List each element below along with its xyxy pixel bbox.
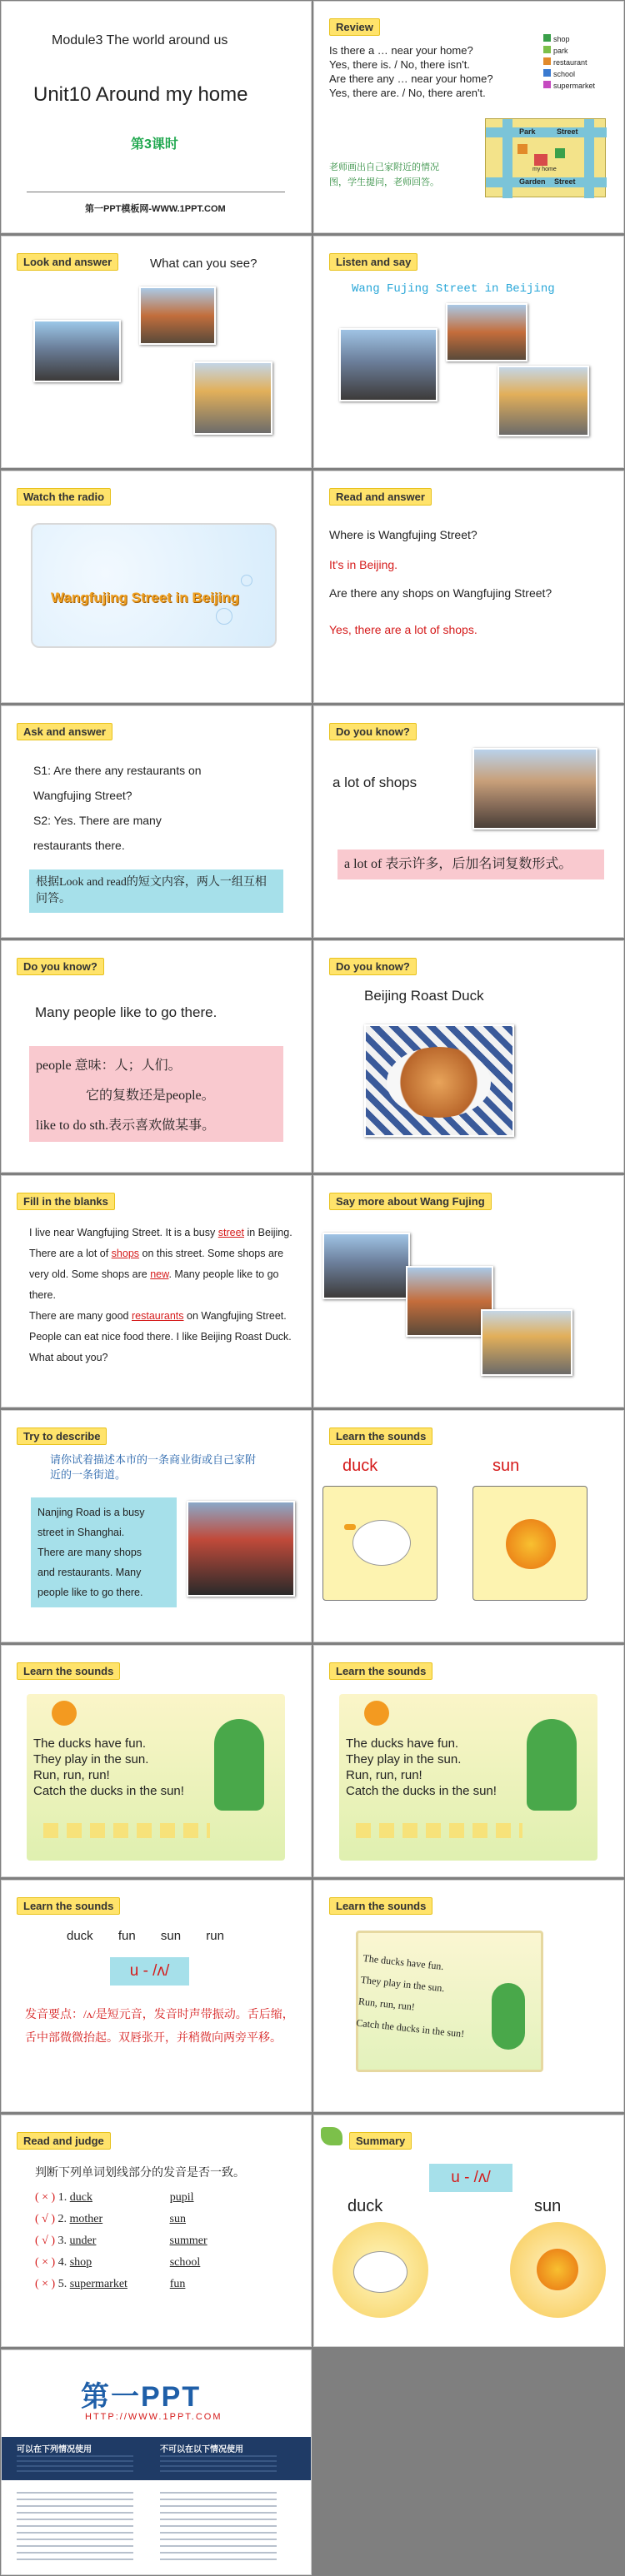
word: sun [160,1929,182,1943]
word: fun [118,1929,136,1943]
legend-item: park [543,45,595,57]
pronunciation-note: 发音要点：/ʌ/是短元音，发音时声带振动。舌后缩，舌中部微微抬起。双唇张开，并稍微向两旁平移。 [25,2009,294,2045]
word-sun: sun [534,2197,562,2215]
blank-answer: street [218,1227,244,1238]
brand-logo: 第一PPT [81,2381,202,2413]
shopping-street-photo [472,748,598,830]
do-you-know-tag: Do you know? [329,723,417,740]
duck-beak [344,1524,356,1530]
word-duck: duck [348,2197,383,2215]
try-describe-tag: Try to describe [17,1428,107,1445]
supermarket-icon [543,81,551,88]
question: What can you see? [150,257,258,271]
map-label: my home [532,167,557,172]
slide-look-answer[interactable] [1,236,312,468]
blank-answer: restaurants [132,1310,184,1322]
legend-item: shop [543,33,595,45]
blank-answer: new [150,1268,169,1280]
map-legend [543,33,595,92]
legend-item: restaurant [543,57,595,68]
word-sun: sun [492,1457,520,1475]
review-line: Yes, there is. / No, there isn't. [329,58,470,71]
chant-line: Catch the ducks in the sun! [346,1784,497,1798]
boy-figure [527,1719,577,1811]
link-list [17,2492,133,2563]
ducklings [356,1823,522,1838]
home-icon [534,154,548,166]
blank-answer: shops [111,1248,140,1259]
allowed-heading: 可以在下列情况使用 [17,2445,92,2454]
duck-illustration [322,1486,438,1601]
dialogue-line: S1: Are there any restaurants on [33,764,202,777]
description-line: There are many shops [38,1547,142,1558]
duck-plate [387,1047,491,1118]
shop-icon [543,34,551,42]
judge-item: ( √ ) 2. mother sun [35,2213,186,2225]
phrase: a lot of shops [332,775,418,790]
listen-say-tag: Listen and say [329,253,418,271]
legend-item: school [543,68,595,80]
bubble-decor [216,608,232,625]
book-icon [321,2127,342,2145]
map-road-left [502,119,512,198]
dish-title: Beijing Roast Duck [364,988,484,1004]
shop-icon [555,148,565,158]
chant-text [355,1947,472,2045]
slide-ask-answer[interactable] [1,705,312,938]
roast-duck-photo [364,1024,514,1137]
word-duck: duck [342,1457,378,1475]
slide-do-you-know-shops[interactable] [313,705,624,938]
judge-item: ( × ) 1. duck pupil [35,2191,194,2204]
fine-print [160,2455,277,2474]
slide-title[interactable] [1,1,312,233]
fine-print [17,2455,133,2474]
chant-line: Catch the ducks in the sun! [355,2016,465,2040]
ask-answer-tag: Ask and answer [17,723,112,740]
do-you-know-tag: Do you know? [329,958,417,975]
do-you-know-tag: Do you know? [17,958,104,975]
note-line: like to do sth.表示喜欢做某事。 [36,1119,216,1133]
word: duck [67,1929,93,1943]
chant-line: Run, run, run! [358,1995,416,2013]
say-more-tag: Say more about Wang Fujing [329,1193,492,1210]
boy-figure [492,1983,525,2050]
slide-sounds-words[interactable] [313,1410,624,1642]
chant-line: They play in the sun. [346,1752,462,1766]
legend-item: supermarket [543,80,595,92]
teacher-note: 老师画出自己家附近的情况图，学生提问，老师回答。 [329,162,439,187]
chant-line: Run, run, run! [346,1768,422,1782]
slide-summary[interactable] [313,2115,624,2347]
school-icon [543,69,551,77]
description-line: people like to go there. [38,1587,143,1598]
judge-item: ( √ ) 3. under summer [35,2235,208,2247]
question-1: Where is Wangfujing Street? [329,528,478,541]
instruction: 判断下列单词划线部分的发音是否一致。 [35,2165,245,2179]
read-judge-tag: Read and judge [17,2132,111,2150]
answer-2: Yes, there are a lot of shops. [329,623,478,636]
restaurant-icon [518,144,528,154]
dialogue-line: S2: Yes. There are many [33,814,162,827]
slide-listen-say[interactable] [313,236,624,468]
sentence: Many people like to go there. [35,1004,218,1020]
duck-illustration [332,2222,428,2318]
slide-read-judge[interactable] [1,2115,312,2347]
bubble-decor [241,575,252,586]
video-frame[interactable] [31,523,277,648]
description-box [31,1497,177,1607]
slide-try-describe[interactable] [1,1410,312,1642]
learn-sounds-tag: Learn the sounds [329,1662,432,1680]
review-line: Yes, there are. / No, there aren't. [329,87,486,99]
dialogue-line: Wangfujing Street? [33,789,132,802]
learn-sounds-tag: Learn the sounds [17,1897,120,1915]
slide-review[interactable] [313,1,624,233]
review-lines [329,43,493,100]
sun-illustration [472,1486,588,1601]
slide-say-more[interactable] [313,1175,624,1408]
street-photo [446,303,528,361]
look-answer-tag: Look and answer [17,253,118,271]
street-photo [481,1309,572,1376]
chant-line: Run, run, run! [33,1768,110,1782]
sun-icon [364,1701,389,1726]
chant-text [33,1736,184,1799]
summary-tag: Summary [349,2132,412,2150]
chant-line: Catch the ducks in the sun! [33,1784,184,1798]
duck-icon [353,2251,408,2293]
slide-chant-1[interactable] [1,1645,312,1877]
review-line: Are there any … near your home? [329,72,493,85]
chant-line: The ducks have fun. [362,1951,445,1973]
judge-item: ( × ) 4. shop school [35,2256,201,2269]
sun-icon [506,1519,556,1569]
restaurant-icon [543,57,551,65]
chant-line: They play in the sun. [33,1752,149,1766]
neighborhood-map [485,118,606,197]
street-photo [139,286,216,345]
chant-text [346,1736,497,1799]
sun-icon [537,2249,578,2290]
word: run [206,1929,224,1943]
grammar-note-box [29,1046,283,1142]
learn-sounds-tag: Learn the sounds [17,1662,120,1680]
usage-banner [2,2437,312,2480]
slide-read-answer[interactable] [313,471,624,703]
slide-chant-3[interactable] [313,1880,624,2112]
description-line: Nanjing Road is a busy [38,1507,145,1518]
ducklings [43,1823,210,1838]
park-icon [543,46,551,53]
street-photo [193,361,272,435]
word-list [67,1929,224,1943]
sun-illustration [510,2222,606,2318]
phoneme-box: u - /ʌ/ [429,2164,512,2192]
instruction: 请你试着描述本市的一条商业街或自己家附近的一条街道。 [50,1453,257,1481]
caption: Wang Fujing Street in Beijing [352,282,555,296]
video-banner: Wangfujing Street in Beijing [51,590,240,605]
slide-watch-radio[interactable] [1,471,312,703]
question-2: Are there any shops on Wangfujing Street? [329,586,552,600]
passage: I live near Wangfujing Street. It is a busy street in Beijing. There are a lot of shops on this street. Some shops are very old. Some shops are new. Many people like to go there. There are many good restaurants on Wangfujing Street. People can eat nice food there. I like Beijing Roast Duck. What about you? [29,1227,292,1363]
judge-list [35,2187,208,2295]
map-road-right [584,119,594,198]
duck-icon [352,1520,411,1566]
street-photo [322,1233,410,1299]
nanjing-road-photo [187,1501,295,1597]
chant-line: The ducks have fun. [33,1736,147,1751]
street-photo [339,328,438,401]
module-title: Module3 The world around us [52,33,228,47]
slide-sounds-rule[interactable] [1,1880,312,2112]
watch-radio-tag: Watch the radio [17,488,111,506]
map-label: Street [557,127,578,136]
description-line: street in Shanghai. [38,1527,125,1538]
street-photo [498,366,589,436]
slide-closing[interactable] [1,2349,312,2575]
sun-icon [52,1701,77,1726]
brand-url: HTTP://WWW.1PPT.COM [85,2412,222,2422]
grammar-note: a lot of 表示许多，后加名词复数形式。 [338,850,604,879]
slide-fill-blanks[interactable] [1,1175,312,1408]
learn-sounds-tag: Learn the sounds [329,1897,432,1915]
map-label: Park [519,127,536,136]
map-label: Garden [519,177,546,186]
forbidden-heading: 不可以在以下情况使用 [160,2445,243,2454]
slide-do-you-know-people[interactable] [1,940,312,1173]
instruction-box: 根据Look and read的短文内容，两人一组互相问答。 [29,869,283,913]
map-label: Street [554,177,576,186]
note-line: people 意味：人；人们。 [36,1059,182,1073]
chant-line: They play in the sun. [360,1973,446,1995]
description-line: and restaurants. Many [38,1567,142,1578]
phoneme-box: u - /ʌ/ [110,1957,189,1986]
boy-figure [214,1719,264,1811]
chant-line: The ducks have fun. [346,1736,459,1751]
slide-chant-2[interactable] [313,1645,624,1877]
dialogue-line: restaurants there. [33,839,125,852]
read-answer-tag: Read and answer [329,488,432,506]
review-line: Is there a … near your home? [329,44,473,57]
street-photo [33,320,121,382]
fill-blanks-tag: Fill in the blanks [17,1193,115,1210]
slide-roast-duck[interactable] [313,940,624,1173]
unit-title: Unit10 Around my home [33,83,248,106]
site-label: 第一PPT模板网-WWW.1PPT.COM [85,204,226,214]
learn-sounds-tag: Learn the sounds [329,1428,432,1445]
note-line: 它的复数还是people。 [86,1089,215,1103]
dialogue [33,758,202,858]
review-tag: Review [329,18,380,36]
lesson-label: 第3课时 [131,137,178,152]
link-list [160,2492,277,2563]
answer-1: It's in Beijing. [329,558,398,571]
judge-item: ( × ) 5. supermarket fun [35,2278,186,2290]
